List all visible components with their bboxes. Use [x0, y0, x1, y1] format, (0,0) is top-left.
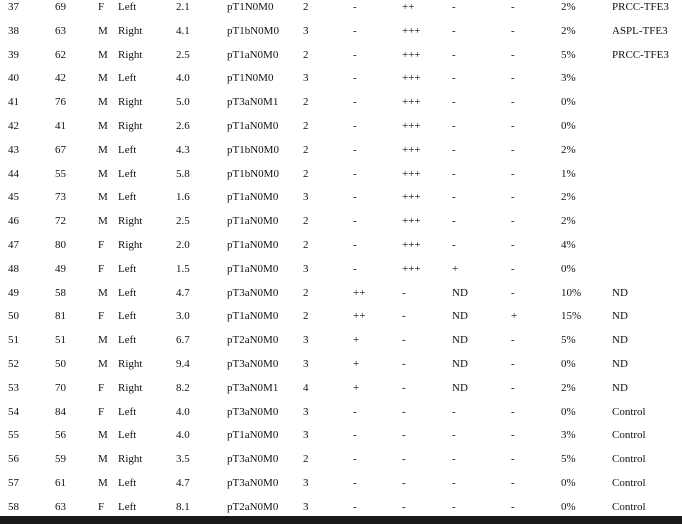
table-cell-id: 51 — [8, 334, 19, 347]
table-cell-m4: - — [511, 120, 515, 132]
table-cell-stage: pT1aN0M0 — [227, 215, 279, 228]
table-cell-m2: +++ — [402, 24, 421, 37]
table-cell-sex: M — [98, 358, 108, 370]
table-cell-age: 42 — [55, 72, 66, 85]
table-cell-m5: 0% — [561, 120, 576, 132]
table-cell-m2: +++ — [402, 72, 421, 85]
table-cell-stage: pT1aN0M0 — [227, 120, 279, 132]
table-cell-grade: 3 — [303, 477, 309, 489]
table-cell-ki67: Control — [612, 429, 646, 442]
table-cell-ki67: ASPL-TFE3 — [612, 24, 668, 37]
table-row — [0, 452, 682, 476]
table-cell-id: 40 — [8, 72, 19, 85]
table-cell-m5: 4% — [561, 239, 576, 251]
table-cell-size: 4.3 — [176, 143, 190, 156]
table-cell-id: 45 — [8, 191, 19, 204]
table-cell-m5: 0% — [561, 96, 576, 109]
table-cell-side: Right — [118, 215, 143, 228]
table-cell-size: 6.7 — [176, 334, 190, 347]
table-cell-m2: +++ — [402, 215, 421, 228]
table-cell-sex: M — [98, 24, 108, 37]
table-cell-age: 56 — [55, 429, 66, 442]
table-cell-m4: - — [511, 429, 515, 442]
table-cell-ki67: Control — [612, 477, 646, 489]
table-cell-size: 4.0 — [176, 72, 190, 85]
table-cell-id: 50 — [8, 310, 19, 323]
table-cell-size: 4.0 — [176, 405, 190, 418]
table-cell-m1: - — [353, 167, 357, 180]
table-cell-m2: ++ — [402, 1, 415, 13]
table-cell-id: 42 — [8, 120, 19, 132]
table-cell-age: 69 — [55, 1, 66, 13]
table-cell-m4: - — [511, 48, 515, 61]
table-cell-m1: - — [353, 191, 357, 204]
table-cell-m3: - — [452, 1, 456, 13]
table-cell-m5: 3% — [561, 72, 576, 85]
table-cell-stage: pT1N0M0 — [227, 72, 274, 85]
table-cell-id: 46 — [8, 215, 19, 228]
table-cell-m2: - — [402, 453, 406, 466]
table-cell-grade: 2 — [303, 286, 309, 299]
table-cell-m3: - — [452, 405, 456, 418]
table-cell-sex: F — [98, 500, 105, 513]
table-cell-size: 3.0 — [176, 310, 190, 323]
table-cell-size: 2.1 — [176, 1, 190, 13]
table-cell-sex: F — [98, 262, 105, 275]
table-cell-m3: + — [452, 262, 459, 275]
table-cell-id: 38 — [8, 24, 19, 37]
table-cell-m4: - — [511, 96, 515, 109]
table-cell-id: 37 — [8, 1, 19, 13]
table-cell-m2: - — [402, 358, 406, 370]
table-cell-m5: 0% — [561, 405, 576, 418]
table-cell-grade: 2 — [303, 143, 309, 156]
table-row — [0, 167, 682, 191]
table-cell-m5: 1% — [561, 167, 576, 180]
table-cell-id: 54 — [8, 405, 19, 418]
table-cell-id: 58 — [8, 500, 19, 513]
table-cell-m4: - — [511, 477, 515, 489]
table-cell-grade: 3 — [303, 334, 309, 347]
table-cell-size: 8.2 — [176, 381, 190, 394]
table-row — [0, 0, 682, 24]
table-cell-grade: 2 — [303, 453, 309, 466]
table-cell-sex: F — [98, 405, 105, 418]
table-cell-size: 9.4 — [176, 358, 190, 370]
table-cell-m2: +++ — [402, 191, 421, 204]
table-cell-side: Left — [118, 167, 137, 180]
table-cell-m4: - — [511, 262, 515, 275]
table-row — [0, 24, 682, 48]
table-cell-ki67: Control — [612, 500, 646, 513]
table-cell-m5: 5% — [561, 453, 576, 466]
table-cell-m4: - — [511, 334, 515, 347]
table-cell-grade: 2 — [303, 120, 309, 132]
table-cell-ki67: ND — [612, 286, 628, 299]
table-cell-m5: 3% — [561, 429, 576, 442]
table-cell-grade: 3 — [303, 262, 309, 275]
table-cell-side: Left — [118, 310, 137, 323]
table-cell-m3: - — [452, 477, 456, 489]
table-cell-ki67: ND — [612, 381, 628, 394]
table-cell-m4: - — [511, 239, 515, 251]
table-cell-age: 63 — [55, 500, 66, 513]
table-cell-m1: - — [353, 500, 357, 513]
table-cell-id: 57 — [8, 477, 19, 489]
table-cell-m3: ND — [452, 381, 468, 394]
table-cell-ki67: ND — [612, 334, 628, 347]
table-cell-id: 55 — [8, 429, 19, 442]
table-cell-size: 4.1 — [176, 24, 190, 37]
table-cell-stage: pT1N0M0 — [227, 1, 274, 13]
table-cell-size: 2.0 — [176, 239, 190, 251]
table-row — [0, 309, 682, 333]
table-cell-m2: - — [402, 477, 406, 489]
table-cell-side: Left — [118, 1, 137, 13]
table-cell-side: Left — [118, 143, 137, 156]
table-cell-age: 81 — [55, 310, 66, 323]
table-cell-sex: M — [98, 96, 108, 109]
table-cell-stage: pT1aN0M0 — [227, 191, 279, 204]
table-cell-m5: 2% — [561, 215, 576, 228]
table-cell-m2: - — [402, 286, 406, 299]
table-cell-m2: +++ — [402, 143, 421, 156]
table-cell-id: 41 — [8, 96, 19, 109]
table-cell-m4: - — [511, 286, 515, 299]
table-cell-id: 44 — [8, 167, 19, 180]
table-cell-m3: - — [452, 24, 456, 37]
table-cell-m4: - — [511, 72, 515, 85]
table-cell-grade: 3 — [303, 24, 309, 37]
table-cell-ki67: ND — [612, 358, 628, 370]
table-cell-m1: - — [353, 72, 357, 85]
table-cell-m4: - — [511, 191, 515, 204]
table-cell-m3: - — [452, 167, 456, 180]
table-cell-grade: 2 — [303, 96, 309, 109]
table-cell-stage: pT3aN0M1 — [227, 96, 279, 109]
table-cell-side: Right — [118, 358, 143, 370]
table-cell-grade: 3 — [303, 429, 309, 442]
table-cell-m1: - — [353, 453, 357, 466]
table-cell-size: 4.7 — [176, 477, 190, 489]
table-cell-side: Left — [118, 262, 137, 275]
table-cell-side: Right — [118, 96, 143, 109]
table-cell-id: 43 — [8, 143, 19, 156]
table-cell-m4: - — [511, 381, 515, 394]
table-cell-m2: +++ — [402, 239, 421, 251]
table-cell-stage: pT2aN0M0 — [227, 334, 279, 347]
table-row — [0, 238, 682, 262]
table-cell-age: 70 — [55, 381, 66, 394]
table-cell-m4: - — [511, 453, 515, 466]
table-cell-side: Left — [118, 334, 137, 347]
table-row — [0, 286, 682, 310]
table-cell-age: 49 — [55, 262, 66, 275]
table-cell-m1: + — [353, 334, 360, 347]
table-row — [0, 262, 682, 286]
table-cell-grade: 3 — [303, 500, 309, 513]
table-cell-m2: - — [402, 310, 406, 323]
table-cell-age: 84 — [55, 405, 66, 418]
table-cell-side: Left — [118, 286, 137, 299]
table-cell-m1: - — [353, 48, 357, 61]
table-cell-age: 67 — [55, 143, 66, 156]
table-cell-side: Right — [118, 48, 143, 61]
table-cell-side: Left — [118, 500, 137, 513]
table-cell-m3: ND — [452, 286, 468, 299]
table-cell-sex: M — [98, 72, 108, 85]
table-cell-grade: 2 — [303, 215, 309, 228]
table-cell-m1: - — [353, 405, 357, 418]
table-cell-stage: pT1bN0M0 — [227, 24, 279, 37]
table-cell-sex: M — [98, 143, 108, 156]
table-cell-size: 1.5 — [176, 262, 190, 275]
table-cell-m2: +++ — [402, 96, 421, 109]
table-cell-m3: - — [452, 500, 456, 513]
table-cell-id: 48 — [8, 262, 19, 275]
table-cell-m4: - — [511, 405, 515, 418]
table-cell-age: 51 — [55, 334, 66, 347]
table-cell-grade: 3 — [303, 72, 309, 85]
table-row — [0, 476, 682, 500]
table-cell-m5: 2% — [561, 381, 576, 394]
table-cell-m5: 5% — [561, 48, 576, 61]
table-cell-size: 8.1 — [176, 500, 190, 513]
table-cell-m4: - — [511, 167, 515, 180]
table-cell-m1: - — [353, 215, 357, 228]
table-row — [0, 405, 682, 429]
table-cell-stage: pT1bN0M0 — [227, 143, 279, 156]
table-cell-grade: 4 — [303, 381, 309, 394]
table-cell-id: 49 — [8, 286, 19, 299]
table-cell-m5: 0% — [561, 477, 576, 489]
table-cell-m5: 2% — [561, 1, 576, 13]
table-cell-m3: ND — [452, 358, 468, 370]
table-cell-m3: - — [452, 191, 456, 204]
table-cell-side: Left — [118, 405, 137, 418]
table-cell-side: Right — [118, 24, 143, 37]
table-cell-m2: - — [402, 429, 406, 442]
table-cell-grade: 3 — [303, 191, 309, 204]
table-cell-ki67: ND — [612, 310, 628, 323]
table-cell-m4: - — [511, 1, 515, 13]
table-cell-grade: 3 — [303, 405, 309, 418]
table-cell-m5: 0% — [561, 358, 576, 370]
table-cell-m1: - — [353, 143, 357, 156]
table-cell-id: 39 — [8, 48, 19, 61]
table-cell-m1: + — [353, 381, 360, 394]
table-cell-sex: M — [98, 334, 108, 347]
table-cell-side: Right — [118, 239, 143, 251]
table-cell-sex: M — [98, 191, 108, 204]
table-cell-ki67: PRCC-TFE3 — [612, 1, 669, 13]
table-cell-id: 53 — [8, 381, 19, 394]
table-cell-sex: M — [98, 453, 108, 466]
table-cell-m2: - — [402, 381, 406, 394]
table-cell-stage: pT3aN0M0 — [227, 286, 279, 299]
table-cell-ki67: Control — [612, 405, 646, 418]
table-row — [0, 190, 682, 214]
table-row — [0, 428, 682, 452]
table-cell-id: 56 — [8, 453, 19, 466]
table-cell-m1: - — [353, 1, 357, 13]
table-cell-m3: - — [452, 239, 456, 251]
table-cell-m1: ++ — [353, 310, 366, 323]
table-cell-sex: M — [98, 167, 108, 180]
table-cell-m1: ++ — [353, 286, 366, 299]
table-cell-side: Left — [118, 72, 137, 85]
table-cell-side: Right — [118, 381, 143, 394]
table-cell-m4: + — [511, 310, 518, 323]
table-cell-m1: - — [353, 24, 357, 37]
table-row — [0, 214, 682, 238]
table-cell-m3: ND — [452, 310, 468, 323]
table-cell-m1: - — [353, 262, 357, 275]
table-cell-stage: pT1aN0M0 — [227, 48, 279, 61]
table-cell-sex: M — [98, 286, 108, 299]
table-cell-stage: pT1aN0M0 — [227, 262, 279, 275]
table-cell-stage: pT3aN0M0 — [227, 405, 279, 418]
table-cell-m1: - — [353, 477, 357, 489]
table-cell-m3: - — [452, 96, 456, 109]
table-cell-side: Left — [118, 191, 137, 204]
table-cell-m3: - — [452, 215, 456, 228]
table-cell-side: Right — [118, 453, 143, 466]
table-cell-size: 3.5 — [176, 453, 190, 466]
table-cell-grade: 2 — [303, 310, 309, 323]
table-cell-m2: +++ — [402, 120, 421, 132]
table-cell-size: 2.6 — [176, 120, 190, 132]
table-cell-sex: F — [98, 1, 105, 13]
table-cell-m1: - — [353, 120, 357, 132]
table-cell-m2: - — [402, 334, 406, 347]
table-row — [0, 381, 682, 405]
table-cell-side: Left — [118, 429, 137, 442]
table-cell-sex: F — [98, 239, 105, 251]
table-cell-stage: pT1aN0M0 — [227, 310, 279, 323]
table-cell-m2: +++ — [402, 167, 421, 180]
table-cell-age: 72 — [55, 215, 66, 228]
table-cell-m4: - — [511, 215, 515, 228]
table-cell-sex: M — [98, 477, 108, 489]
table-cell-m5: 2% — [561, 143, 576, 156]
table-row — [0, 71, 682, 95]
table-row — [0, 48, 682, 72]
table-cell-m4: - — [511, 143, 515, 156]
table-cell-size: 4.7 — [176, 286, 190, 299]
table-cell-m1: - — [353, 239, 357, 251]
table-cell-stage: pT1aN0M0 — [227, 239, 279, 251]
table-cell-m5: 0% — [561, 500, 576, 513]
table-cell-m5: 10% — [561, 286, 582, 299]
table-cell-size: 5.0 — [176, 96, 190, 109]
table-cell-side: Left — [118, 477, 137, 489]
table-cell-size: 2.5 — [176, 48, 190, 61]
table-cell-grade: 3 — [303, 358, 309, 370]
table-cell-grade: 2 — [303, 1, 309, 13]
table-cell-m3: - — [452, 453, 456, 466]
table-cell-grade: 2 — [303, 48, 309, 61]
table-cell-age: 80 — [55, 239, 66, 251]
table-cell-size: 1.6 — [176, 191, 190, 204]
table-cell-sex: M — [98, 48, 108, 61]
table-bottom-rule — [0, 516, 682, 524]
table-cell-ki67: Control — [612, 453, 646, 466]
table-cell-sex: M — [98, 215, 108, 228]
table-cell-stage: pT3aN0M0 — [227, 453, 279, 466]
table-cell-sex: M — [98, 120, 108, 132]
table-cell-size: 2.5 — [176, 215, 190, 228]
table-cell-sex: M — [98, 429, 108, 442]
table-cell-m2: - — [402, 405, 406, 418]
table-row — [0, 119, 682, 143]
table-cell-m5: 2% — [561, 191, 576, 204]
table-cell-age: 50 — [55, 358, 66, 370]
table-cell-m3: - — [452, 48, 456, 61]
table-cell-stage: pT2aN0M0 — [227, 500, 279, 513]
table-cell-m4: - — [511, 358, 515, 370]
table-row — [0, 95, 682, 119]
table-cell-m5: 0% — [561, 262, 576, 275]
table-row — [0, 357, 682, 381]
table-cell-age: 63 — [55, 24, 66, 37]
table-cell-id: 47 — [8, 239, 19, 251]
table-cell-m3: ND — [452, 334, 468, 347]
table-cell-m1: - — [353, 96, 357, 109]
table-cell-age: 41 — [55, 120, 66, 132]
table-cell-m4: - — [511, 24, 515, 37]
table-cell-age: 62 — [55, 48, 66, 61]
table-row — [0, 333, 682, 357]
table-row — [0, 143, 682, 167]
table-cell-sex: F — [98, 381, 105, 394]
table-cell-m5: 2% — [561, 24, 576, 37]
table-cell-m5: 5% — [561, 334, 576, 347]
table-cell-age: 59 — [55, 453, 66, 466]
table-cell-m2: +++ — [402, 48, 421, 61]
table-cell-m1: + — [353, 358, 360, 370]
table-cell-id: 52 — [8, 358, 19, 370]
table-cell-m3: - — [452, 120, 456, 132]
table-cell-size: 5.8 — [176, 167, 190, 180]
table-cell-age: 76 — [55, 96, 66, 109]
table-cell-m4: - — [511, 500, 515, 513]
table-cell-grade: 2 — [303, 167, 309, 180]
table-cell-age: 61 — [55, 477, 66, 489]
table-cell-m2: +++ — [402, 262, 421, 275]
table-cell-stage: pT3aN0M1 — [227, 381, 279, 394]
table-cell-m2: - — [402, 500, 406, 513]
table-cell-grade: 2 — [303, 239, 309, 251]
table-cell-m3: - — [452, 429, 456, 442]
table-cell-m5: 15% — [561, 310, 582, 323]
table-cell-stage: pT1aN0M0 — [227, 429, 279, 442]
table-cell-stage: pT3aN0M0 — [227, 477, 279, 489]
table-cell-sex: F — [98, 310, 105, 323]
table-cell-m3: - — [452, 72, 456, 85]
table-cell-size: 4.0 — [176, 429, 190, 442]
table-cell-age: 73 — [55, 191, 66, 204]
table-cell-side: Right — [118, 120, 143, 132]
table-cell-stage: pT1bN0M0 — [227, 167, 279, 180]
table-cell-stage: pT3aN0M0 — [227, 358, 279, 370]
table-cell-age: 55 — [55, 167, 66, 180]
table-cell-ki67: PRCC-TFE3 — [612, 48, 669, 61]
table-cell-m3: - — [452, 143, 456, 156]
table-cell-m1: - — [353, 429, 357, 442]
table-cell-age: 58 — [55, 286, 66, 299]
